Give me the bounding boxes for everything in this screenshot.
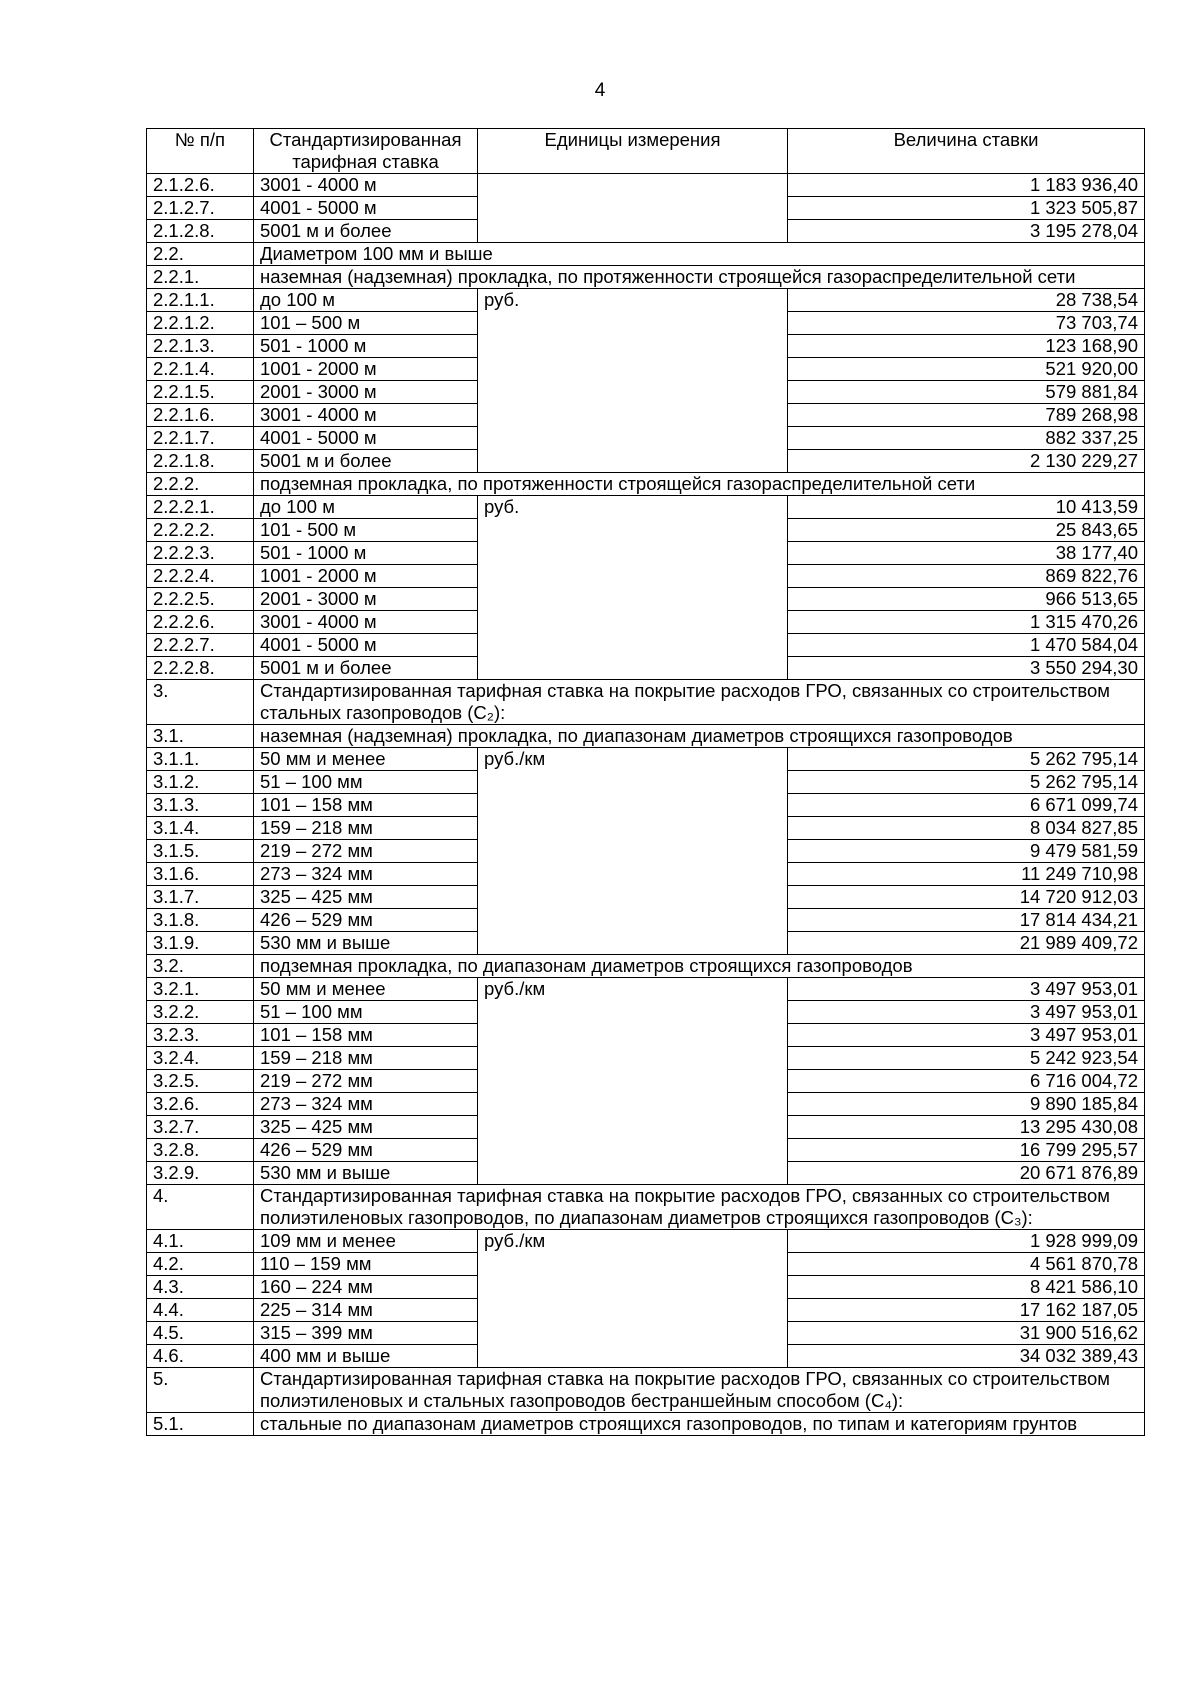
table-row <box>147 1299 1145 1322</box>
row-number: 2.2.1.4. <box>147 358 254 381</box>
unit-cell <box>478 840 788 863</box>
table-row <box>147 1024 1145 1047</box>
table-row <box>147 978 1145 1001</box>
row-number: 3.2.3. <box>147 1024 254 1047</box>
rate-value: 3 550 294,30 <box>788 657 1145 680</box>
table-row <box>147 1139 1145 1162</box>
row-number: 2.2.1.3. <box>147 335 254 358</box>
rate-value: 20 671 876,89 <box>788 1162 1145 1185</box>
row-number: 2.2.2.3. <box>147 542 254 565</box>
unit-cell <box>478 1162 788 1185</box>
rate-value: 2 130 229,27 <box>788 450 1145 473</box>
rate-value: 16 799 295,57 <box>788 1139 1145 1162</box>
rate-label: 400 мм и выше <box>254 1345 478 1368</box>
rate-value: 25 843,65 <box>788 519 1145 542</box>
rate-value: 11 249 710,98 <box>788 863 1145 886</box>
header-rate: Стандартизированная тарифная ставка <box>254 129 478 174</box>
unit-cell <box>478 1276 788 1299</box>
row-number: 3.1.6. <box>147 863 254 886</box>
rate-label: 501 - 1000 м <box>254 335 478 358</box>
section-row <box>147 680 1145 725</box>
unit-cell <box>478 1024 788 1047</box>
unit-cell <box>478 312 788 335</box>
rate-value: 14 720 912,03 <box>788 886 1145 909</box>
header-units: Единицы измерения <box>478 129 788 174</box>
row-number: 3.2.9. <box>147 1162 254 1185</box>
unit-cell: руб./км <box>478 748 788 771</box>
rate-label: 325 – 425 мм <box>254 886 478 909</box>
rate-value: 3 497 953,01 <box>788 1024 1145 1047</box>
section-title: Стандартизированная тарифная ставка на покрытие расходов ГРО, связанных со строительством полиэтиленовых и стальных газопроводов бестраншейным способом (С₄): <box>254 1368 1145 1413</box>
rate-label: 101 – 158 мм <box>254 794 478 817</box>
table-row <box>147 197 1145 220</box>
rate-label: 5001 м и более <box>254 657 478 680</box>
row-number: 2.1.2.6. <box>147 174 254 197</box>
rate-label: 530 мм и выше <box>254 932 478 955</box>
section-title: наземная (надземная) прокладка, по протяженности строящейся газораспределительной сети <box>254 266 1145 289</box>
row-number: 3.1. <box>147 725 254 748</box>
rate-label: 315 – 399 мм <box>254 1322 478 1345</box>
rate-label: до 100 м <box>254 289 478 312</box>
rate-value: 10 413,59 <box>788 496 1145 519</box>
row-number: 2.2.2.6. <box>147 611 254 634</box>
rate-label: 160 – 224 мм <box>254 1276 478 1299</box>
rate-value: 5 242 923,54 <box>788 1047 1145 1070</box>
rate-label: 4001 - 5000 м <box>254 634 478 657</box>
table-row <box>147 1322 1145 1345</box>
rate-value: 6 671 099,74 <box>788 794 1145 817</box>
rate-value: 579 881,84 <box>788 381 1145 404</box>
table-row <box>147 1047 1145 1070</box>
header-num: № п/п <box>147 129 254 174</box>
rate-label: 1001 - 2000 м <box>254 358 478 381</box>
row-number: 3.1.5. <box>147 840 254 863</box>
rate-value: 1 928 999,09 <box>788 1230 1145 1253</box>
row-number: 3.1.8. <box>147 909 254 932</box>
row-number: 2.2.2.1. <box>147 496 254 519</box>
unit-cell <box>478 1070 788 1093</box>
rate-label: 219 – 272 мм <box>254 840 478 863</box>
unit-cell <box>478 450 788 473</box>
tariff-table <box>146 128 1145 1436</box>
rate-label: 101 - 500 м <box>254 519 478 542</box>
section-row <box>147 266 1145 289</box>
unit-cell <box>478 1139 788 1162</box>
row-number: 2.2.2.4. <box>147 565 254 588</box>
table-row <box>147 886 1145 909</box>
row-number: 4.2. <box>147 1253 254 1276</box>
row-number: 2.1.2.7. <box>147 197 254 220</box>
unit-cell <box>478 863 788 886</box>
unit-cell <box>478 817 788 840</box>
rate-label: 426 – 529 мм <box>254 909 478 932</box>
table-row <box>147 657 1145 680</box>
row-number: 5.1. <box>147 1413 254 1436</box>
rate-value: 789 268,98 <box>788 404 1145 427</box>
table-row <box>147 450 1145 473</box>
rate-label: 530 мм и выше <box>254 1162 478 1185</box>
table-row <box>147 220 1145 243</box>
rate-label: 2001 - 3000 м <box>254 381 478 404</box>
rate-label: 3001 - 4000 м <box>254 611 478 634</box>
row-number: 3. <box>147 680 254 725</box>
row-number: 4.1. <box>147 1230 254 1253</box>
table-row <box>147 863 1145 886</box>
unit-cell: руб. <box>478 496 788 519</box>
row-number: 3.2.6. <box>147 1093 254 1116</box>
unit-cell <box>478 909 788 932</box>
unit-cell <box>478 335 788 358</box>
rate-value: 28 738,54 <box>788 289 1145 312</box>
row-number: 3.1.2. <box>147 771 254 794</box>
row-number: 2.2.2.7. <box>147 634 254 657</box>
unit-cell <box>478 932 788 955</box>
table-row <box>147 519 1145 542</box>
table-row <box>147 1093 1145 1116</box>
row-number: 4.5. <box>147 1322 254 1345</box>
unit-cell <box>478 794 788 817</box>
table-row <box>147 634 1145 657</box>
table-row <box>147 335 1145 358</box>
rate-label: 501 - 1000 м <box>254 542 478 565</box>
rate-label: 4001 - 5000 м <box>254 427 478 450</box>
rate-label: 110 – 159 мм <box>254 1253 478 1276</box>
rate-label: 159 – 218 мм <box>254 1047 478 1070</box>
row-number: 3.2.8. <box>147 1139 254 1162</box>
table-row <box>147 1345 1145 1368</box>
section-title: подземная прокладка, по протяженности строящейся газораспределительной сети <box>254 473 1145 496</box>
rate-label: 225 – 314 мм <box>254 1299 478 1322</box>
row-number: 2.1.2.8. <box>147 220 254 243</box>
unit-cell <box>478 1253 788 1276</box>
table-row <box>147 1162 1145 1185</box>
row-number: 4.3. <box>147 1276 254 1299</box>
row-number: 2.2.1.2. <box>147 312 254 335</box>
rate-value: 6 716 004,72 <box>788 1070 1145 1093</box>
table-row <box>147 840 1145 863</box>
rate-value: 13 295 430,08 <box>788 1116 1145 1139</box>
rate-label: 109 мм и менее <box>254 1230 478 1253</box>
rate-value: 3 195 278,04 <box>788 220 1145 243</box>
row-number: 3.1.3. <box>147 794 254 817</box>
unit-cell <box>478 611 788 634</box>
table-row <box>147 358 1145 381</box>
rate-value: 73 703,74 <box>788 312 1145 335</box>
table-row <box>147 174 1145 197</box>
unit-cell <box>478 427 788 450</box>
row-number: 2.2.1.6. <box>147 404 254 427</box>
rate-value: 9 890 185,84 <box>788 1093 1145 1116</box>
row-number: 2.2.1.8. <box>147 450 254 473</box>
unit-cell <box>478 565 788 588</box>
row-number: 2.2.2.8. <box>147 657 254 680</box>
rate-label: 5001 м и более <box>254 220 478 243</box>
table-row <box>147 565 1145 588</box>
unit-cell: руб. <box>478 289 788 312</box>
section-title: Стандартизированная тарифная ставка на покрытие расходов ГРО, связанных со строительством стальных газопроводов (С₂): <box>254 680 1145 725</box>
unit-cell <box>478 358 788 381</box>
rate-value: 966 513,65 <box>788 588 1145 611</box>
rate-value: 31 900 516,62 <box>788 1322 1145 1345</box>
rate-value: 5 262 795,14 <box>788 771 1145 794</box>
unit-cell <box>478 197 788 220</box>
unit-cell <box>478 1047 788 1070</box>
rate-label: 51 – 100 мм <box>254 1001 478 1024</box>
section-row <box>147 1413 1145 1436</box>
section-title: наземная (надземная) прокладка, по диапазонам диаметров строящихся газопроводов <box>254 725 1145 748</box>
table-row <box>147 1116 1145 1139</box>
section-title: Стандартизированная тарифная ставка на покрытие расходов ГРО, связанных со строительством полиэтиленовых газопроводов, по диапазонам диаметров строящихся газопроводов (С₃): <box>254 1185 1145 1230</box>
section-row <box>147 473 1145 496</box>
row-number: 3.1.7. <box>147 886 254 909</box>
unit-cell <box>478 771 788 794</box>
table-row <box>147 1001 1145 1024</box>
table-row <box>147 588 1145 611</box>
rate-value: 17 162 187,05 <box>788 1299 1145 1322</box>
row-number: 3.2.1. <box>147 978 254 1001</box>
row-number: 4. <box>147 1185 254 1230</box>
table-row <box>147 1070 1145 1093</box>
unit-cell <box>478 1345 788 1368</box>
table-body <box>147 174 1145 1436</box>
rate-label: 273 – 324 мм <box>254 1093 478 1116</box>
rate-value: 869 822,76 <box>788 565 1145 588</box>
rate-label: 50 мм и менее <box>254 748 478 771</box>
rate-label: до 100 м <box>254 496 478 519</box>
section-title: стальные по диапазонам диаметров строящихся газопроводов, по типам и категориям грунтов <box>254 1413 1145 1436</box>
table-header-row <box>147 129 1145 174</box>
rate-value: 21 989 409,72 <box>788 932 1145 955</box>
unit-cell <box>478 381 788 404</box>
section-row <box>147 955 1145 978</box>
section-title: Диаметром 100 мм и выше <box>254 243 1145 266</box>
rate-label: 101 – 158 мм <box>254 1024 478 1047</box>
unit-cell <box>478 657 788 680</box>
rate-value: 1 183 936,40 <box>788 174 1145 197</box>
row-number: 3.1.1. <box>147 748 254 771</box>
rate-value: 4 561 870,78 <box>788 1253 1145 1276</box>
row-number: 4.6. <box>147 1345 254 1368</box>
row-number: 3.2.2. <box>147 1001 254 1024</box>
unit-cell <box>478 1299 788 1322</box>
unit-cell <box>478 1116 788 1139</box>
row-number: 2.2.1.1. <box>147 289 254 312</box>
rate-label: 325 – 425 мм <box>254 1116 478 1139</box>
rate-value: 3 497 953,01 <box>788 1001 1145 1024</box>
row-number: 2.2.2. <box>147 473 254 496</box>
table-row <box>147 817 1145 840</box>
rate-value: 1 323 505,87 <box>788 197 1145 220</box>
rate-value: 8 421 586,10 <box>788 1276 1145 1299</box>
rate-value: 1 470 584,04 <box>788 634 1145 657</box>
table-row <box>147 1253 1145 1276</box>
row-number: 3.1.4. <box>147 817 254 840</box>
rate-label: 219 – 272 мм <box>254 1070 478 1093</box>
section-row <box>147 1185 1145 1230</box>
rate-value: 1 315 470,26 <box>788 611 1145 634</box>
unit-cell <box>478 220 788 243</box>
table-row <box>147 542 1145 565</box>
table-row <box>147 496 1145 519</box>
unit-cell <box>478 1093 788 1116</box>
unit-cell: руб./км <box>478 978 788 1001</box>
rate-label: 4001 - 5000 м <box>254 197 478 220</box>
page-number: 4 <box>594 80 606 101</box>
rate-label: 273 – 324 мм <box>254 863 478 886</box>
table-row <box>147 289 1145 312</box>
table-row <box>147 748 1145 771</box>
row-number: 3.2.5. <box>147 1070 254 1093</box>
rate-value: 34 032 389,43 <box>788 1345 1145 1368</box>
unit-cell <box>478 1001 788 1024</box>
rate-label: 51 – 100 мм <box>254 771 478 794</box>
rate-label: 426 – 529 мм <box>254 1139 478 1162</box>
unit-cell <box>478 886 788 909</box>
unit-cell <box>478 588 788 611</box>
rate-label: 1001 - 2000 м <box>254 565 478 588</box>
unit-cell <box>478 634 788 657</box>
row-number: 2.2.1.5. <box>147 381 254 404</box>
rate-value: 8 034 827,85 <box>788 817 1145 840</box>
rate-value: 521 920,00 <box>788 358 1145 381</box>
rate-label: 50 мм и менее <box>254 978 478 1001</box>
table-row <box>147 312 1145 335</box>
table-row <box>147 1230 1145 1253</box>
row-number: 3.2.4. <box>147 1047 254 1070</box>
table-row <box>147 381 1145 404</box>
rate-value: 38 177,40 <box>788 542 1145 565</box>
unit-cell <box>478 174 788 197</box>
rate-value: 882 337,25 <box>788 427 1145 450</box>
section-row <box>147 1368 1145 1413</box>
rate-label: 3001 - 4000 м <box>254 404 478 427</box>
unit-cell <box>478 519 788 542</box>
unit-cell <box>478 1322 788 1345</box>
row-number: 3.2.7. <box>147 1116 254 1139</box>
rate-value: 5 262 795,14 <box>788 748 1145 771</box>
section-row <box>147 243 1145 266</box>
unit-cell: руб./км <box>478 1230 788 1253</box>
table-row <box>147 932 1145 955</box>
rate-value: 17 814 434,21 <box>788 909 1145 932</box>
rate-value: 123 168,90 <box>788 335 1145 358</box>
row-number: 2.2.1. <box>147 266 254 289</box>
table-row <box>147 1276 1145 1299</box>
row-number: 3.2. <box>147 955 254 978</box>
row-number: 2.2. <box>147 243 254 266</box>
row-number: 2.2.2.2. <box>147 519 254 542</box>
rate-value: 9 479 581,59 <box>788 840 1145 863</box>
rate-label: 3001 - 4000 м <box>254 174 478 197</box>
rate-label: 159 – 218 мм <box>254 817 478 840</box>
row-number: 2.2.2.5. <box>147 588 254 611</box>
table-row <box>147 909 1145 932</box>
unit-cell <box>478 542 788 565</box>
table-row <box>147 794 1145 817</box>
row-number: 4.4. <box>147 1299 254 1322</box>
unit-cell <box>478 404 788 427</box>
section-title: подземная прокладка, по диапазонам диаметров строящихся газопроводов <box>254 955 1145 978</box>
row-number: 3.1.9. <box>147 932 254 955</box>
row-number: 5. <box>147 1368 254 1413</box>
header-value: Величина ставки <box>788 129 1145 174</box>
section-row <box>147 725 1145 748</box>
rate-label: 2001 - 3000 м <box>254 588 478 611</box>
table-row <box>147 404 1145 427</box>
rate-value: 3 497 953,01 <box>788 978 1145 1001</box>
table-row <box>147 427 1145 450</box>
rate-label: 101 – 500 м <box>254 312 478 335</box>
table-row <box>147 611 1145 634</box>
table-row <box>147 771 1145 794</box>
row-number: 2.2.1.7. <box>147 427 254 450</box>
rate-label: 5001 м и более <box>254 450 478 473</box>
